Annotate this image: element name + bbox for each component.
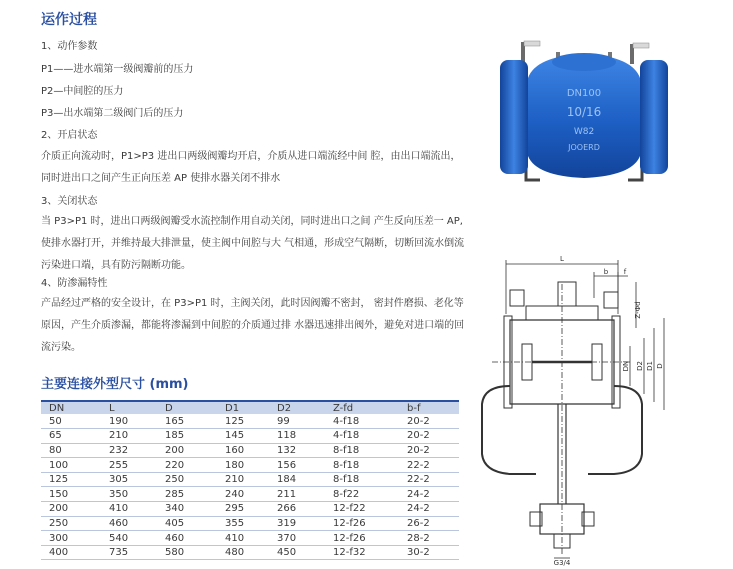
antileak-heading: 4、防渗漏特性 [41,278,108,289]
dimension-table [41,400,459,560]
cell: 165 [157,414,217,429]
cell: 410 [101,502,157,517]
cell: 190 [101,414,157,429]
cell: 460 [157,531,217,546]
header-l: L [109,402,115,414]
cell: 185 [157,429,217,444]
dim-label-d1: D1 [646,361,654,371]
section-title: 运作过程 [41,12,97,28]
cell: 125 [41,472,101,487]
cell: 20-2 [399,443,459,458]
table-row [41,472,459,487]
cell: 132 [269,443,325,458]
cell: 150 [41,487,101,502]
cell: 26-2 [399,516,459,531]
cell: 20-2 [399,429,459,444]
cell: 350 [101,487,157,502]
marking-dn: DN100 [566,88,602,99]
cell: 8-f22 [325,487,399,502]
cell: 220 [157,458,217,473]
cell: 400 [41,545,101,560]
dim-label-zfd: Z-Φd [634,301,642,319]
closed-state-heading: 3、关闭状态 [41,196,98,207]
cell: 8-f18 [325,472,399,487]
cell: 99 [269,414,325,429]
table-row [41,443,459,458]
header-d2: D2 [277,402,292,414]
marking-model: W82 [573,127,595,137]
dim-label-d2: D2 [636,361,644,371]
dimension-table-title: 主要连接外型尺寸 (mm) [41,377,189,392]
cell: 305 [101,472,157,487]
dim-label-f: f [623,268,627,276]
cell: 240 [217,487,269,502]
cell: 210 [101,429,157,444]
cell: 211 [269,487,325,502]
param-p3: P3—出水端第二级阀门后的压力 [41,108,184,119]
header-d: D [165,402,173,414]
cell: 355 [217,516,269,531]
cell: 12-f26 [325,516,399,531]
cell: 250 [157,472,217,487]
cell: 735 [101,545,157,560]
open-state-heading: 2、开启状态 [41,130,98,141]
cell: 22-2 [399,458,459,473]
cell: 50 [41,414,101,429]
cell: 450 [269,545,325,560]
header-bf: b-f [407,402,421,414]
dim-label-g: G3/4 [553,559,571,566]
cell: 266 [269,502,325,517]
marking-pressure: 10/16 [566,105,602,119]
cell: 100 [41,458,101,473]
table-row [41,429,459,444]
cell: 370 [269,531,325,546]
cell: 28-2 [399,531,459,546]
cell: 295 [217,502,269,517]
cell: 4-f18 [325,414,399,429]
header-zfd: Z-fd [333,402,354,414]
cell: 4-f18 [325,429,399,444]
table-row [41,516,459,531]
cell: 410 [217,531,269,546]
cell: 8-f18 [325,443,399,458]
param-p2: P2—中间腔的压力 [41,86,124,97]
dim-label-dn: DN [622,360,630,372]
cell: 580 [157,545,217,560]
cell: 12-f32 [325,545,399,560]
cell: 540 [101,531,157,546]
cell: 8-f18 [325,458,399,473]
cell: 300 [41,531,101,546]
cell: 145 [217,429,269,444]
cell: 405 [157,516,217,531]
header-dn: DN [49,402,65,414]
dim-label-d: D [656,363,664,369]
dim-label-l: L [560,255,564,263]
table-header-row [41,401,459,414]
cell: 125 [217,414,269,429]
open-state-text: 介质正向流动时，P1>P3 进出口两级阀瓣均开启，介质从进口端流经中间 腔，由出口端流出，同时进出口之间产生正向压差 AP 使排水器关闭不排水 [41,151,461,184]
cell: 210 [217,472,269,487]
cell: 118 [269,429,325,444]
params-heading: 1、动作参数 [41,41,98,52]
cell: 200 [41,502,101,517]
cell: 24-2 [399,487,459,502]
antileak-text: 产品经过严格的安全设计，在 P3>P1 时，主阀关闭，此时因阀瓣不密封， 密封件磨损、老化等原因，产生介质渗漏，都能将渗漏到中间腔的介质通过排 水器迅速排出阀外，避免对进口端的回流污染。 [41,298,465,353]
cell: 22-2 [399,472,459,487]
cell: 65 [41,429,101,444]
table-row [41,458,459,473]
cell: 20-2 [399,414,459,429]
valve-photo [496,38,672,188]
cell: 24-2 [399,502,459,517]
cell: 80 [41,443,101,458]
cell: 30-2 [399,545,459,560]
cell: 340 [157,502,217,517]
cell: 250 [41,516,101,531]
cell: 180 [217,458,269,473]
cell: 200 [157,443,217,458]
param-p1: P1——进水端第一级阀瓣前的压力 [41,64,194,75]
cell: 480 [217,545,269,560]
technical-drawing [470,254,670,566]
cell: 232 [101,443,157,458]
cell: 12-f22 [325,502,399,517]
table-row [41,531,459,546]
dim-label-b: b [603,268,609,276]
cell: 319 [269,516,325,531]
header-d1: D1 [225,402,240,414]
cell: 285 [157,487,217,502]
cell: 156 [269,458,325,473]
marking-brand: JOOERD [568,143,600,152]
table-row [41,487,459,502]
table-row [41,414,459,429]
cell: 255 [101,458,157,473]
cell: 160 [217,443,269,458]
table-row [41,502,459,517]
cell: 12-f26 [325,531,399,546]
closed-state-text: 当 P3>P1 时，进出口两级阀瓣受水流控制作用自动关闭，同时进出口之间 产生反向压差一 AP, 使排水器打开，并维持最大排泄量，使主阀中间腔与大 气相通，形成空气隔断，切断回流水倒流污染进口端，具有防污隔断功能。 [41,216,465,271]
table-row [41,545,459,560]
cell: 460 [101,516,157,531]
cell: 184 [269,472,325,487]
